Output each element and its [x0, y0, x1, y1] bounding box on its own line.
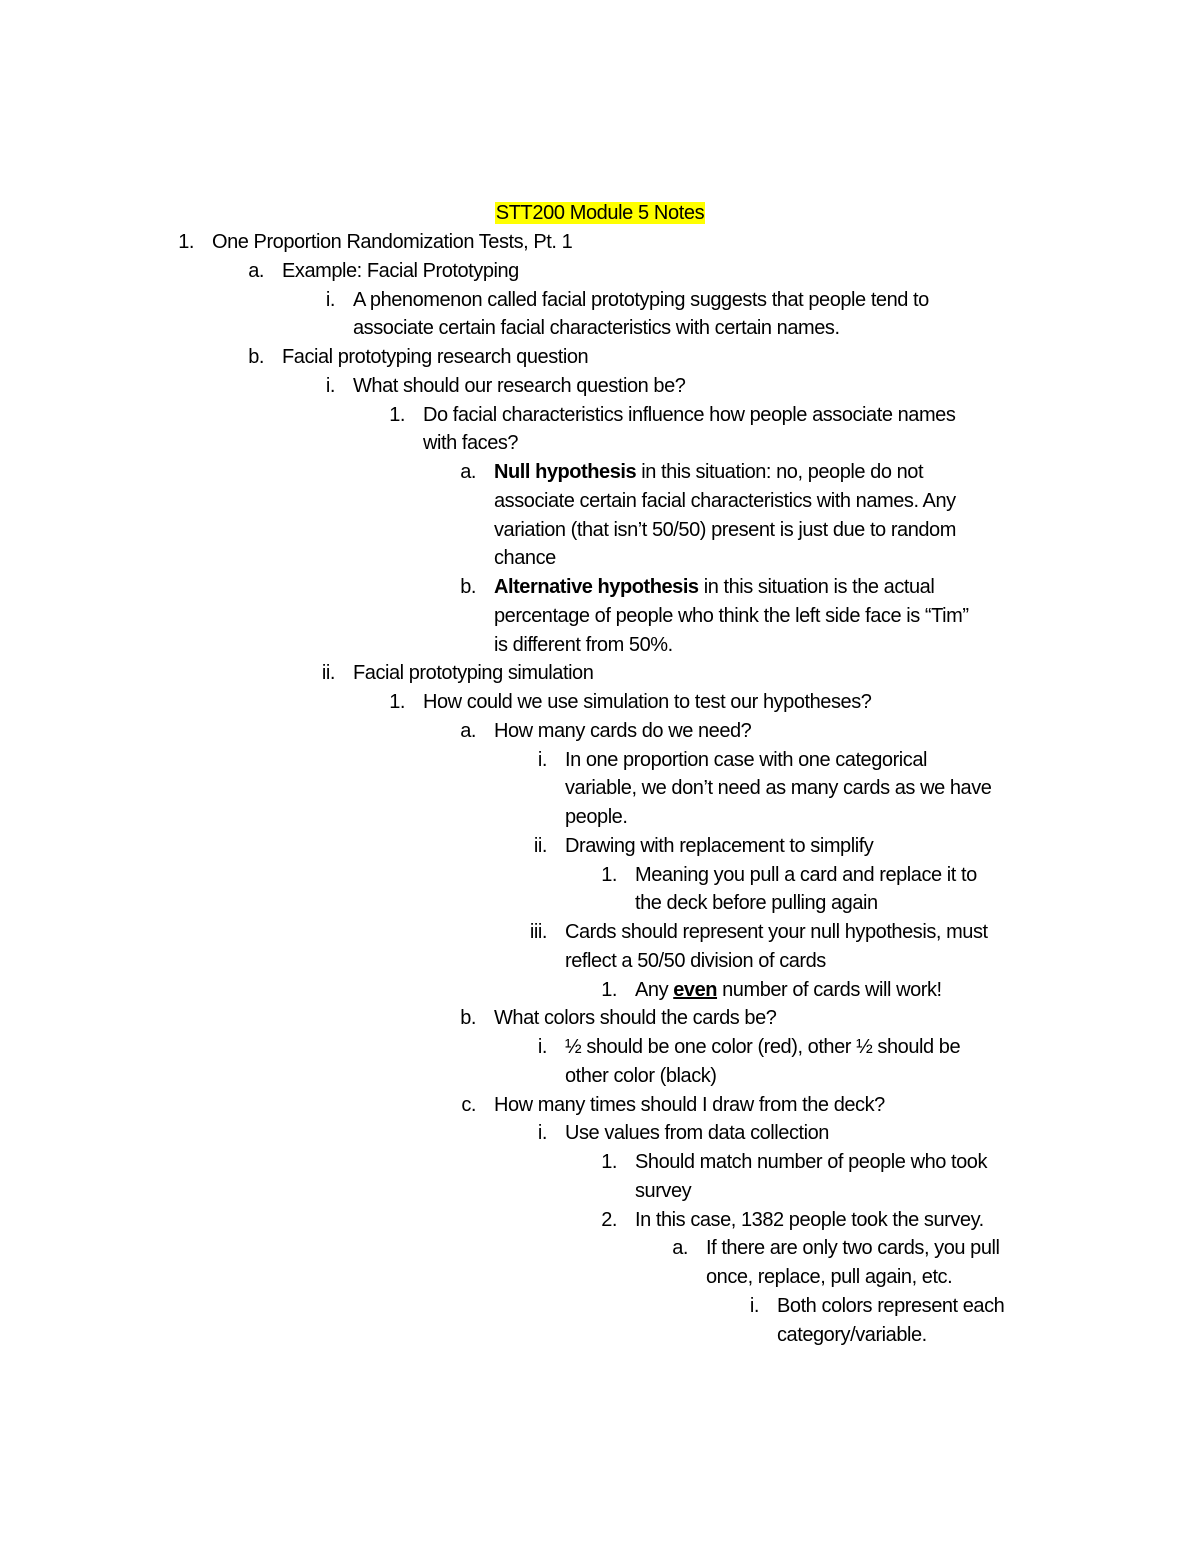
text-line — [777, 1292, 1200, 1321]
outline-list — [0, 228, 1200, 1349]
text-line — [423, 429, 1200, 458]
text-segment: In this case, 1382 people took the survey. — [635, 1208, 984, 1231]
outline-item — [0, 458, 1200, 573]
list-marker: 2. — [601, 1208, 617, 1231]
list-marker: 1. — [389, 403, 405, 426]
text-segment: once, replace, pull again, etc. — [706, 1266, 953, 1288]
text-line — [706, 1263, 1200, 1292]
outline-item — [0, 1091, 1200, 1120]
outline-item — [0, 286, 1200, 344]
outline-item — [0, 257, 1200, 286]
text-segment: chance — [494, 547, 556, 570]
list-marker: i. — [537, 1122, 547, 1145]
text-line — [635, 1206, 1200, 1235]
text-line — [635, 861, 1200, 890]
list-marker: iii. — [529, 921, 547, 943]
text-line — [494, 1091, 1200, 1120]
text-segment: in this situation: no, people do not — [636, 461, 924, 483]
text-line — [565, 746, 1200, 775]
list-marker: c. — [461, 1093, 476, 1116]
text-line — [353, 314, 1200, 343]
outline-item — [0, 573, 1200, 659]
text-segment: survey — [635, 1179, 692, 1202]
text-segment: How could we use simulation to test our hypotheses? — [423, 691, 872, 713]
text-line — [635, 1177, 1200, 1206]
text-line — [494, 631, 1200, 660]
text-segment: the deck before pulling again — [635, 892, 878, 915]
list-marker: i. — [749, 1294, 759, 1317]
bold-term: Alternative hypothesis — [494, 576, 699, 598]
emphasized-word: even — [673, 978, 718, 1001]
list-marker: 1. — [601, 1151, 617, 1173]
text-segment: ½ should be one color (red), other ½ should be — [565, 1036, 961, 1058]
list-marker: a. — [460, 719, 476, 742]
outline-item — [0, 1119, 1200, 1148]
outline-item — [0, 746, 1200, 832]
list-marker: ii. — [533, 834, 547, 857]
text-line — [565, 1033, 1200, 1062]
text-segment: Use values from data collection — [565, 1122, 829, 1145]
outline-item — [0, 401, 1200, 459]
text-segment: is different from 50%. — [494, 633, 673, 656]
text-line — [423, 688, 1200, 717]
text-line — [494, 458, 1200, 487]
outline-item — [0, 976, 1200, 1005]
text-segment: In one proportion case with one categorical — [565, 748, 927, 771]
text-line — [423, 401, 1200, 430]
list-marker: i. — [537, 748, 547, 771]
text-line — [353, 286, 1200, 315]
text-segment: with faces? — [423, 432, 519, 455]
outline-item — [0, 1004, 1200, 1033]
text-line — [635, 976, 1200, 1005]
text-line — [565, 947, 1200, 976]
text-segment: A phenomenon called facial prototyping suggests that people tend to — [353, 288, 929, 311]
list-marker: 1. — [601, 978, 617, 1001]
list-marker: ii. — [321, 662, 335, 685]
text-line — [494, 602, 1200, 631]
text-line — [565, 832, 1200, 861]
text-segment: percentage of people who think the left side face is “Tim” — [494, 604, 969, 627]
text-segment: people. — [565, 806, 628, 828]
text-line — [494, 573, 1200, 602]
outline-item — [0, 1033, 1200, 1091]
text-segment: Cards should represent your null hypothesis, must — [565, 921, 988, 943]
text-segment: Any — [635, 978, 674, 1001]
outline-item — [0, 717, 1200, 746]
text-line — [494, 544, 1200, 573]
list-marker: b. — [460, 1007, 476, 1030]
text-segment: reflect a 50/50 division of cards — [565, 949, 826, 972]
document-title-row — [0, 199, 1200, 227]
text-line — [282, 257, 1200, 286]
text-segment: Facial prototyping simulation — [353, 662, 594, 685]
text-line — [494, 487, 1200, 516]
document-title: STT200 Module 5 Notes — [495, 202, 705, 224]
outline-item — [0, 918, 1200, 976]
list-marker: b. — [248, 346, 264, 368]
text-segment: What should our research question be? — [353, 374, 686, 397]
text-segment: variation (that isn’t 50/50) present is just due to random — [494, 518, 956, 541]
outline-item — [0, 832, 1200, 861]
text-segment: How many times should I draw from the deck? — [494, 1093, 885, 1116]
text-line — [494, 516, 1200, 545]
outline-item — [0, 1234, 1200, 1292]
text-segment: associate certain facial characteristics with names. Any — [494, 489, 956, 512]
outline-item — [0, 861, 1200, 919]
text-line — [212, 228, 1200, 257]
list-marker: i. — [325, 374, 335, 397]
text-segment: Drawing with replacement to simplify — [565, 834, 874, 857]
outline-item — [0, 688, 1200, 717]
text-segment: number of cards will work! — [717, 978, 942, 1001]
outline-item — [0, 228, 1200, 257]
text-line — [565, 803, 1200, 832]
text-line — [565, 774, 1200, 803]
text-line — [706, 1234, 1200, 1263]
text-segment: other color (black) — [565, 1064, 717, 1087]
list-marker: 1. — [601, 863, 617, 886]
text-line — [494, 717, 1200, 746]
list-marker: a. — [672, 1237, 688, 1260]
text-segment: Both colors represent each — [777, 1294, 1005, 1317]
list-marker: a. — [248, 259, 264, 282]
text-segment: Example: Facial Prototyping — [282, 259, 519, 282]
bold-term: Null hypothesis — [494, 461, 637, 483]
list-marker: 1. — [389, 691, 405, 713]
list-marker: 1. — [178, 231, 194, 253]
text-line — [353, 659, 1200, 688]
list-marker: b. — [460, 576, 476, 598]
text-line — [494, 1004, 1200, 1033]
text-line — [635, 1148, 1200, 1177]
text-segment: What colors should the cards be? — [494, 1007, 777, 1030]
outline-item — [0, 1206, 1200, 1235]
text-segment: If there are only two cards, you pull — [706, 1237, 1000, 1260]
outline-item — [0, 372, 1200, 401]
text-line — [353, 372, 1200, 401]
text-segment: Meaning you pull a card and replace it to — [635, 863, 977, 886]
text-line — [565, 1062, 1200, 1091]
outline-item — [0, 1292, 1200, 1350]
text-segment: Do facial characteristics influence how people associate names — [423, 403, 956, 426]
text-segment: in this situation is the actual — [698, 576, 935, 598]
text-line — [777, 1321, 1200, 1350]
outline-item — [0, 1148, 1200, 1206]
text-line — [282, 343, 1200, 372]
text-segment: Should match number of people who took — [635, 1151, 988, 1173]
list-marker: a. — [460, 461, 476, 483]
outline-item — [0, 343, 1200, 372]
text-segment: associate certain facial characteristics with certain names. — [353, 317, 840, 340]
text-segment: One Proportion Randomization Tests, Pt. 1 — [212, 231, 573, 253]
text-segment: category/variable. — [777, 1323, 927, 1346]
text-line — [565, 1119, 1200, 1148]
list-marker: i. — [537, 1036, 547, 1058]
list-marker: i. — [325, 288, 335, 311]
text-line — [635, 889, 1200, 918]
text-line — [565, 918, 1200, 947]
outline-item — [0, 659, 1200, 688]
text-segment: How many cards do we need? — [494, 719, 752, 742]
text-segment: Facial prototyping research question — [282, 346, 589, 368]
text-segment: variable, we don’t need as many cards as we have — [565, 777, 992, 800]
